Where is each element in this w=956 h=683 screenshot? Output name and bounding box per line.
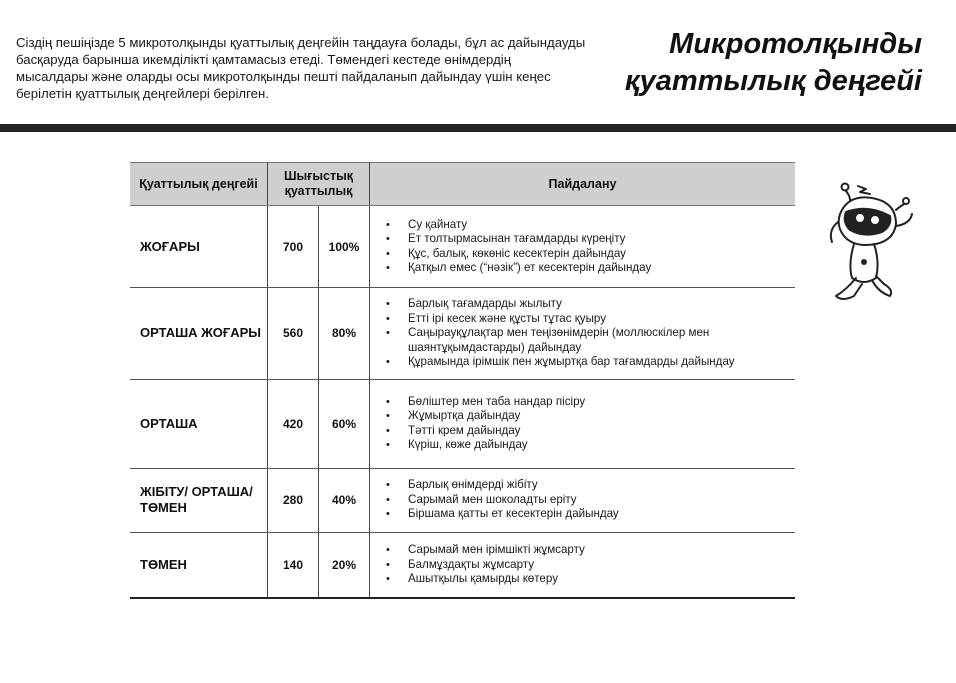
- power-level-name: ЖІБІТУ/ ОРТАША/ТӨМЕН: [130, 468, 268, 532]
- usage-cell: [370, 206, 796, 288]
- usage-cell: [370, 288, 796, 380]
- power-level-name: ТӨМЕН: [130, 532, 268, 598]
- power-level-name: ЖОҒАРЫ: [130, 206, 268, 288]
- table-row: [130, 206, 795, 288]
- output-percent: 40%: [319, 468, 370, 532]
- output-watts: 140: [268, 532, 319, 598]
- power-level-name: ОРТАША ЖОҒАРЫ: [130, 288, 268, 380]
- table-header-row: [130, 163, 795, 206]
- page-title-line-1: Микротолқынды: [669, 28, 922, 60]
- usage-list-item: • Ет толтырмасынан тағамдарды күреңіту: [384, 232, 795, 247]
- header-use: Пайдалану: [370, 163, 796, 206]
- output-watts: 280: [268, 468, 319, 532]
- usage-list-item: • Құрамында ірімшік пен жұмыртқа бар тағамдарды дайындау: [384, 355, 795, 370]
- power-level-table: [130, 162, 795, 599]
- cartoon-chef-mascot-icon: [820, 178, 920, 308]
- header-power-level: Қуаттылық деңгейі: [130, 163, 268, 206]
- usage-list-item: • Барлық өнімдерді жібіту: [384, 478, 795, 493]
- usage-list-item: • Саңырауқұлақтар мен теңізөнімдерін (моллюскілер мен шаянтұқымдастарды) дайындау: [384, 326, 795, 355]
- usage-list-item: • Балмұздақты жұмсарту: [384, 558, 795, 573]
- usage-cell: [370, 468, 796, 532]
- output-watts: 420: [268, 379, 319, 468]
- table-row: [130, 532, 795, 598]
- header-output-power: Шығыстық қуаттылық: [268, 163, 370, 206]
- table-row: [130, 379, 795, 468]
- usage-list-item: • Бөліштер мен таба нандар пісіру: [384, 395, 795, 410]
- output-percent: 60%: [319, 379, 370, 468]
- usage-list: [384, 218, 795, 276]
- usage-list-item: • Тәтті крем дайындау: [384, 424, 795, 439]
- usage-list: [384, 478, 795, 522]
- usage-list-item: • Етті ірі кесек және құсты тұтас қуыру: [384, 312, 795, 327]
- output-percent: 80%: [319, 288, 370, 380]
- usage-list-item: • Күріш, көже дайындау: [384, 438, 795, 453]
- intro-paragraph: Сіздің пешіңізде 5 микротолқынды қуаттылық деңгейін таңдауға болады, бұл ас дайындауды басқаруда барынша икемділікті қамтамасыз етеді. Төмендегі кестеде өнімдердің мысалдары және оларды осы микротолқынды пешті пайдаланып дайындау үшін кеңес берілетін қуаттылық деңгейлері берілген.: [16, 35, 586, 101]
- page-title-line-2: қуаттылық деңгейі: [624, 65, 922, 97]
- usage-list-item: • Сарымай мен шоколадты еріту: [384, 493, 795, 508]
- usage-list-item: • Құс, балық, көкөніс кесектерін дайындау: [384, 247, 795, 262]
- table-row: [130, 468, 795, 532]
- usage-list-item: • Біршама қатты ет кесектерін дайындау: [384, 507, 795, 522]
- usage-list-item: • Сарымай мен ірімшікті жұмсарту: [384, 543, 795, 558]
- output-percent: 100%: [319, 206, 370, 288]
- usage-list: [384, 297, 795, 370]
- table-row: [130, 288, 795, 380]
- output-percent: 20%: [319, 532, 370, 598]
- output-watts: 560: [268, 288, 319, 380]
- usage-list: [384, 395, 795, 453]
- usage-cell: [370, 379, 796, 468]
- power-level-name: ОРТАША: [130, 379, 268, 468]
- usage-list: [384, 543, 795, 587]
- usage-list-item: • Жұмыртқа дайындау: [384, 409, 795, 424]
- usage-cell: [370, 532, 796, 598]
- output-watts: 700: [268, 206, 319, 288]
- usage-list-item: • Ашытқылы қамырды көтеру: [384, 572, 795, 587]
- usage-list-item: • Су қайнату: [384, 218, 795, 233]
- usage-list-item: • Барлық тағамдарды жылыту: [384, 297, 795, 312]
- page-title: [562, 26, 922, 100]
- usage-list-item: • Қатқыл емес (“нәзік”) ет кесектерін дайындау: [384, 261, 795, 276]
- header-divider: [0, 124, 956, 132]
